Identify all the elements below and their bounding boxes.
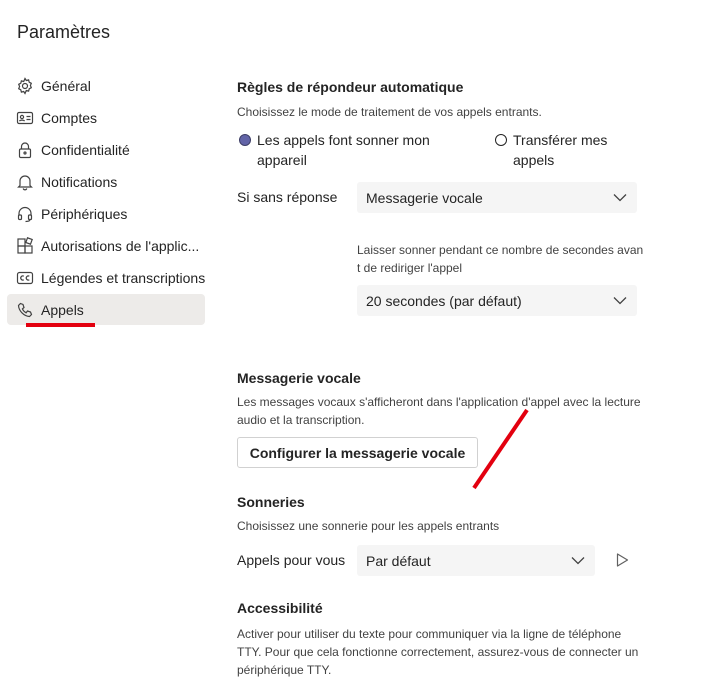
ringtones-heading: Sonneries: [237, 494, 305, 510]
radio-label: appareil: [257, 152, 307, 168]
sidebar-item-label: Notifications: [41, 173, 118, 190]
voicemail-description: [237, 393, 641, 429]
ringtone-dropdown[interactable]: [357, 545, 595, 576]
ring-note-line: Laisser sonner pendant ce nombre de secondes avan: [357, 243, 644, 257]
voicemail-description-line: Les messages vocaux s'afficheront dans l'application d'appel avec la lecture: [237, 395, 641, 409]
chevron-down-icon: [613, 193, 627, 202]
accessibility-description: [237, 625, 638, 679]
sidebar-item-label: Appels: [41, 301, 84, 318]
accessibility-description-line: Activer pour utiliser du texte pour communiquer via la ligne de téléphone: [237, 627, 622, 641]
sidebar-item-label: Confidentialité: [41, 141, 130, 158]
headset-icon: [16, 205, 34, 223]
lock-icon: [16, 141, 34, 159]
configure-voicemail-button[interactable]: Configurer la messagerie vocale: [237, 437, 478, 468]
ringtones-description: Choisissez une sonnerie pour les appels entrants: [237, 519, 500, 533]
ring-duration-value: 20 secondes (par défaut): [366, 292, 522, 309]
sidebar-item-label: Comptes: [41, 109, 98, 126]
app-grid-icon: [16, 237, 34, 255]
voicemail-heading: Messagerie vocale: [237, 370, 361, 386]
no-answer-dropdown[interactable]: [357, 182, 637, 213]
id-card-icon: [16, 109, 34, 127]
auto-answer-description: Choisissez le mode de traitement de vos appels entrants.: [237, 105, 542, 119]
accessibility-heading: Accessibilité: [237, 600, 323, 616]
sidebar-item-notifications[interactable]: [7, 166, 205, 197]
sidebar-item-label: Autorisations de l'applic...: [41, 237, 200, 254]
sidebar-item-legendes[interactable]: [7, 262, 205, 293]
voicemail-description-line: audio et la transcription.: [237, 413, 365, 427]
sidebar-item-autorisations[interactable]: [7, 230, 205, 261]
no-answer-value: Messagerie vocale: [366, 189, 483, 206]
radio-label: appels: [513, 152, 555, 168]
auto-answer-heading: Règles de répondeur automatique: [237, 79, 464, 95]
annotation-underline: [26, 323, 95, 327]
radio-forward-calls[interactable]: [495, 130, 607, 170]
sidebar-item-confidentialite[interactable]: [7, 134, 205, 165]
phone-icon: [16, 301, 34, 319]
radio-unselected-indicator: [495, 134, 507, 146]
ringtone-value: Par défaut: [366, 552, 431, 569]
sidebar-item-general[interactable]: [7, 70, 205, 101]
page-title: Paramètres: [17, 22, 111, 42]
sidebar-item-peripheriques[interactable]: [7, 198, 205, 229]
ring-note-line: t de rediriger l'appel: [357, 261, 463, 275]
sidebar-item-label: Général: [41, 77, 91, 94]
sidebar-item-comptes[interactable]: [7, 102, 205, 133]
gear-icon: [16, 77, 34, 95]
radio-label: Transférer mes: [513, 132, 608, 148]
bell-icon: [16, 173, 34, 191]
sidebar-item-label: Périphériques: [41, 205, 128, 222]
closed-caption-icon: [16, 269, 34, 287]
accessibility-description-line: périphérique TTY.: [237, 663, 332, 677]
calls-for-you-label: Appels pour vous: [237, 552, 346, 568]
ring-duration-note: [357, 241, 643, 277]
chevron-down-icon: [613, 296, 627, 305]
ring-duration-dropdown[interactable]: [357, 285, 637, 316]
sidebar-item-label: Légendes et transcriptions: [41, 269, 205, 286]
accessibility-description-line: TTY. Pour que cela fonctionne correctement, assurez-vous de connecter un: [237, 645, 639, 659]
radio-selected-indicator: [239, 134, 251, 146]
sidebar-item-appels[interactable]: [7, 294, 205, 325]
no-answer-label: Si sans réponse: [237, 189, 338, 205]
chevron-down-icon: [571, 556, 585, 565]
radio-label: Les appels font sonner mon: [257, 132, 430, 148]
play-icon[interactable]: [614, 552, 630, 568]
radio-ring-device[interactable]: [239, 130, 430, 170]
